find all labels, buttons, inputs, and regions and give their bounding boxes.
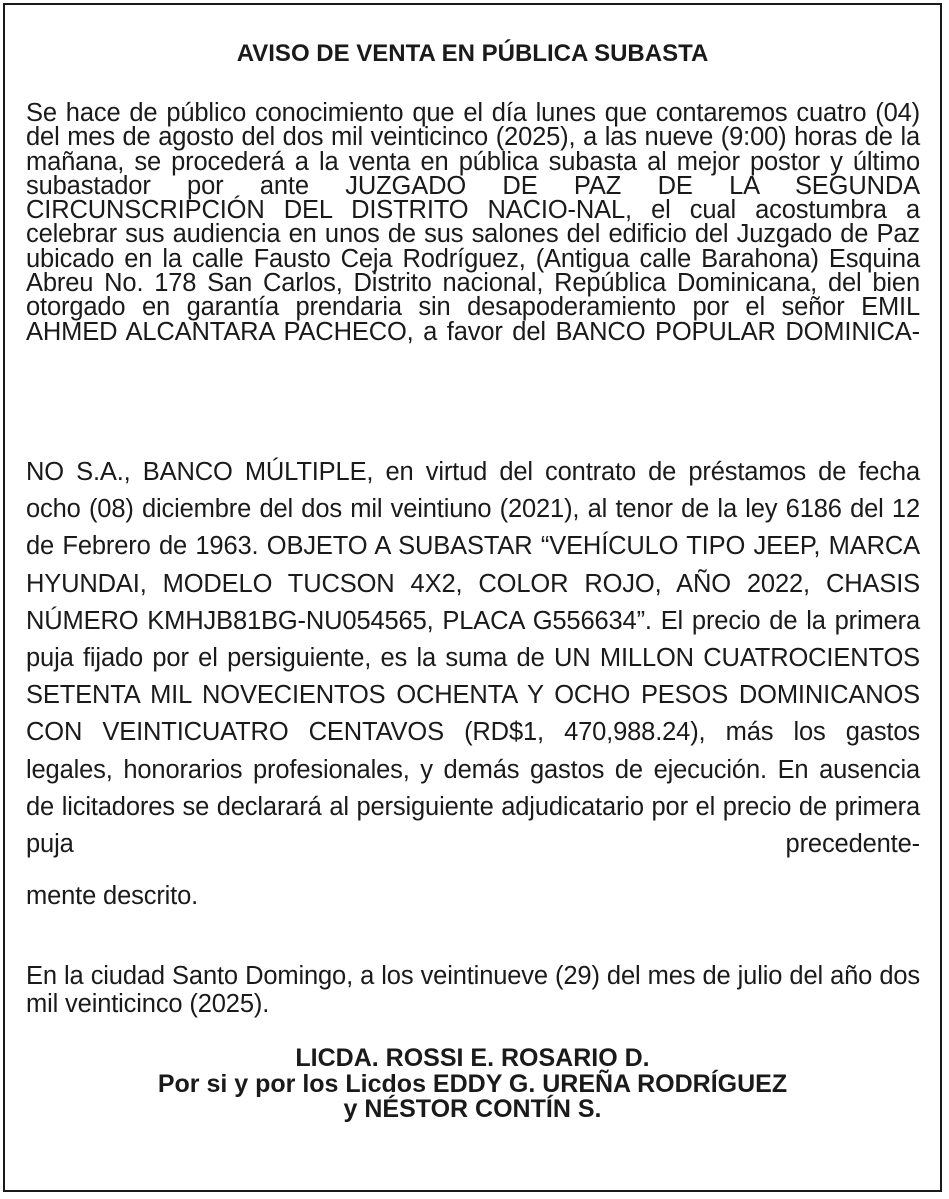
notice-body-paragraph-part-2: NO S.A., BANCO MÚLTIPLE, en virtud del contrato de préstamos de fecha ocho (08) diciembre del dos mil veintiuno (2021), al tenor de la ley 6186 del 12 de Febrero de 1963. OBJETO A SUBASTAR “VEHÍCULO TIPO JEEP, MARCA HYUNDAI, MODELO TUCSON 4X2, COLOR ROJO, AÑO 2022, CHASIS NÚMERO KMHJB81BG-NU054565, PLACA G556634”. El precio de la primera puja fijado por el persiguiente, es la suma de UN MILLON CUATROCIENTOS SETENTA MIL NOVECIENTOS OCHENTA Y OCHO PESOS DOMINICANOS CON VEINTICUATRO CENTAVOS (RD$1, 470,988.24), más los gastos legales, honorarios profesionales, y demás gastos de ejecución. En ausencia de licitadores se declarará al persiguiente adjudicatario por el precio de primera puja precedente- <box>26 458 920 859</box>
notice-body-paragraph-part-3: mente descrito. <box>26 882 199 910</box>
signature-line-3: y NÉSTOR CONTÍN S. <box>343 1095 602 1123</box>
signature-line-2: Por si y por los Licdos EDDY G. UREÑA RODRÍGUEZ <box>157 1069 788 1098</box>
auction-notice <box>3 3 942 1192</box>
notice-body-paragraph-part-1: Se hace de público conocimiento que el día lunes que contaremos cuatro (04) del mes de agosto del dos mil veinticinco (2025), a las nueve (9:00) horas de la mañana, se procederá a la venta en pública subasta al mejor postor y último subastador por ante JUZGADO DE PAZ DE LA SEGUNDA CIRCUNSCRIPCIÓN DEL DISTRITO NACIO-NAL, el cual acostumbra a celebrar sus audiencia en unos de sus salones del edificio del Juzgado de Paz ubicado en la calle Fausto Ceja Rodríguez, (Antigua calle Barahona) Esquina Abreu No. 178 San Carlos, Distrito nacional, República Dominicana, del bien otorgado en garantía prendaria sin desapoderamiento por el señor EMIL AHMED ALCANTARA PACHECO, a favor del BANCO POPULAR DOMINICA- <box>26 99 920 346</box>
signature-line-1: LICDA. ROSSI E. ROSARIO D. <box>295 1044 650 1072</box>
signature-block <box>5 1046 940 1123</box>
notice-closing-date: En la ciudad Santo Domingo, a los veintinueve (29) del mes de julio del año dos mil veinticinco (2025). <box>26 962 920 1018</box>
notice-title: AVISO DE VENTA EN PÚBLICA SUBASTA <box>236 40 709 67</box>
